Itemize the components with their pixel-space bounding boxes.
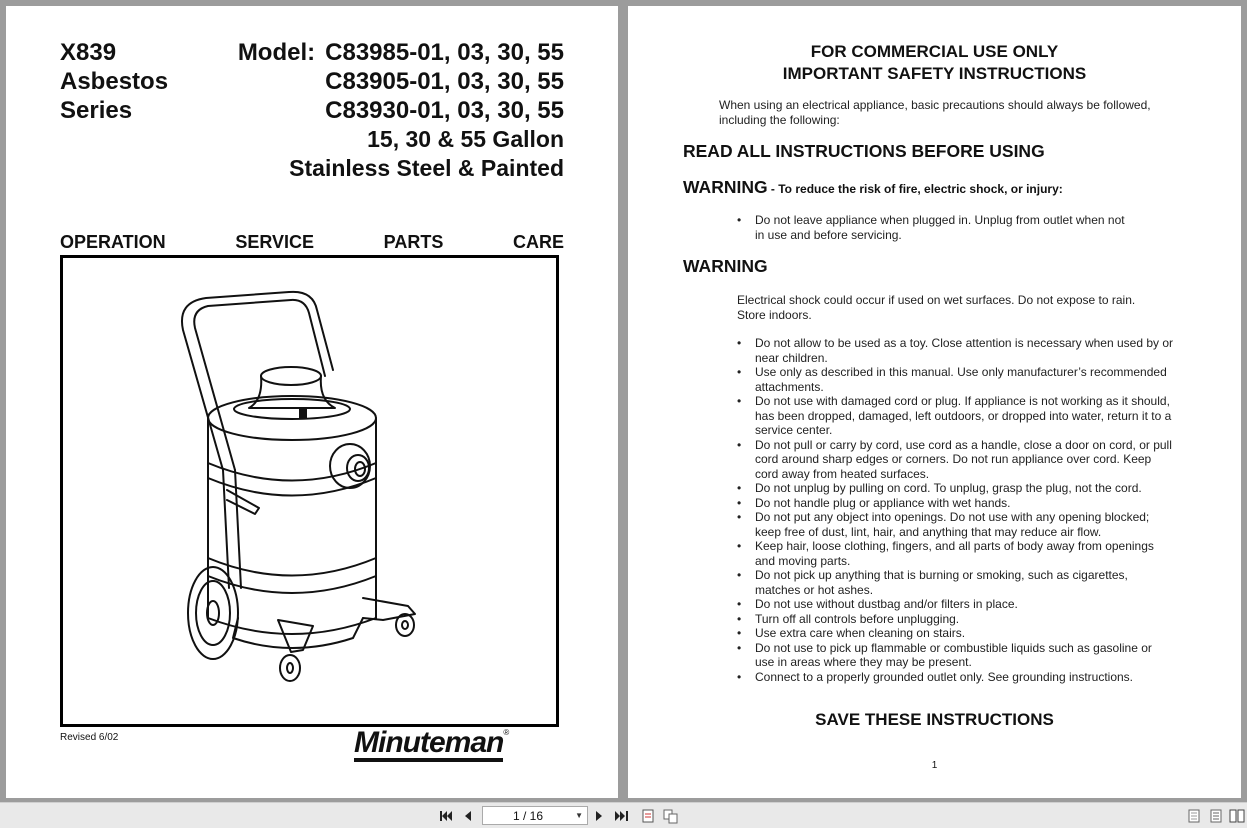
- viewer-toolbar: [0, 802, 1247, 828]
- list-item: • Do not leave appliance when plugged in. Unplug from outlet when not in use and before servicing.: [737, 213, 1137, 242]
- header-line: IMPORTANT SAFETY INSTRUCTIONS: [782, 64, 1087, 83]
- next-page-icon[interactable]: [595, 808, 605, 824]
- shock-warning-text: [737, 293, 1135, 322]
- revised-date: Revised 6/02: [60, 732, 119, 743]
- list-item: • Do not handle plug or appliance with wet hands.: [737, 496, 1173, 511]
- series-title: [60, 38, 168, 125]
- warning-heading-2: WARNING: [683, 256, 768, 276]
- last-page-icon[interactable]: [614, 808, 630, 824]
- vacuum-illustration-frame: [60, 255, 559, 727]
- safety-header: [628, 41, 1241, 85]
- list-item: • Connect to a properly grounded outlet only. See grounding instructions.: [737, 670, 1173, 685]
- model-number: C83930-01, 03, 30, 55: [325, 97, 564, 124]
- finish-text: Stainless Steel & Painted: [289, 155, 564, 181]
- warning-heading: [683, 177, 1063, 198]
- minuteman-logo: [354, 728, 509, 762]
- list-item: • Do not use with damaged cord or plug. If appliance is not working as it should, has been dropped, damaged, left outdoors, or dropped into water, return it to a service center.: [737, 394, 1173, 438]
- continuous-icon[interactable]: [663, 808, 679, 824]
- model-label: Model:: [237, 39, 316, 66]
- series-line: Series: [60, 97, 133, 124]
- safety-page: [628, 6, 1241, 798]
- capacity-text: 15, 30 & 55 Gallon: [367, 126, 564, 152]
- first-page-icon[interactable]: [439, 808, 453, 824]
- list-item: • Do not allow to be used as a toy. Close attention is necessary when used by or near children.: [737, 336, 1173, 365]
- single-page-view-icon[interactable]: [1187, 808, 1201, 824]
- section-service: SERVICE: [235, 232, 315, 252]
- read-all-heading: READ ALL INSTRUCTIONS BEFORE USING: [683, 141, 1045, 161]
- registered-mark: ®: [503, 728, 510, 737]
- model-number: C83905-01, 03, 30, 55: [325, 68, 564, 95]
- list-item: • Do not use without dustbag and/or filters in place.: [737, 597, 1173, 612]
- page-number: 1: [931, 760, 938, 771]
- two-page-view-icon[interactable]: [1209, 808, 1223, 824]
- intro-text: [719, 98, 1151, 127]
- page-number-input[interactable]: [482, 806, 588, 825]
- series-line: X839: [60, 39, 117, 66]
- chevron-down-icon[interactable]: ▼: [575, 811, 583, 820]
- cover-page: [6, 6, 618, 798]
- facing-view-icon[interactable]: [1229, 808, 1245, 824]
- warning-subtitle: - To reduce the risk of fire, electric shock, or injury:: [767, 182, 1063, 196]
- section-operation: OPERATION: [60, 232, 166, 252]
- prev-page-icon[interactable]: [462, 808, 472, 824]
- section-care: CARE: [512, 232, 564, 252]
- list-item: • Use extra care when cleaning on stairs.: [737, 626, 1173, 641]
- vacuum-illustration: [63, 258, 556, 724]
- intro-line: including the following:: [719, 112, 840, 127]
- list-item: • Do not put any object into openings. Do not use with any opening blocked; keep free of dust, lint, hair, and anything that may reduce air flow.: [737, 510, 1173, 539]
- shock-line: Store indoors.: [737, 307, 812, 322]
- intro-line: When using an electrical appliance, basic precautions should always be followed,: [719, 98, 1151, 112]
- page-indicator: 1 / 16: [512, 808, 544, 823]
- model-number: C83985-01, 03, 30, 55: [325, 39, 564, 66]
- section-parts: PARTS: [383, 232, 444, 252]
- list-item: • Do not pick up anything that is burning or smoking, such as cigarettes, matches or hot ashes.: [737, 568, 1173, 597]
- header-line: FOR COMMERCIAL USE ONLY: [810, 42, 1059, 61]
- safety-bullet-list: [737, 336, 1173, 684]
- list-item: • Turn off all controls before unplugging.: [737, 612, 1173, 627]
- fit-page-icon[interactable]: [640, 808, 656, 824]
- list-item: • Do not use to pick up flammable or combustible liquids such as gasoline or use in areas where they may be present.: [737, 641, 1173, 670]
- warning-title: WARNING: [683, 177, 768, 197]
- series-line: Asbestos: [60, 68, 169, 95]
- list-item: • Do not pull or carry by cord, use cord as a handle, close a door on cord, or pull cord around sharp edges or corners. Do not run appliance over cord. Keep cord away from heated surfaces.: [737, 438, 1173, 482]
- shock-line: Electrical shock could occur if used on wet surfaces. Do not expose to rain.: [737, 293, 1136, 307]
- save-instructions: SAVE THESE INSTRUCTIONS: [815, 710, 1054, 729]
- section-headings: [60, 232, 564, 253]
- list-item: • Use only as described in this manual. Use only manufacturer’s recommended attachments.: [737, 365, 1173, 394]
- brand-name: Minuteman: [354, 728, 503, 762]
- list-item: • Do not unplug by pulling on cord. To unplug, grasp the plug, not the cord.: [737, 481, 1173, 496]
- list-item: • Keep hair, loose clothing, fingers, and all parts of body away from openings and moving parts.: [737, 539, 1173, 568]
- warning-list: [737, 213, 1137, 242]
- model-block: [238, 38, 564, 183]
